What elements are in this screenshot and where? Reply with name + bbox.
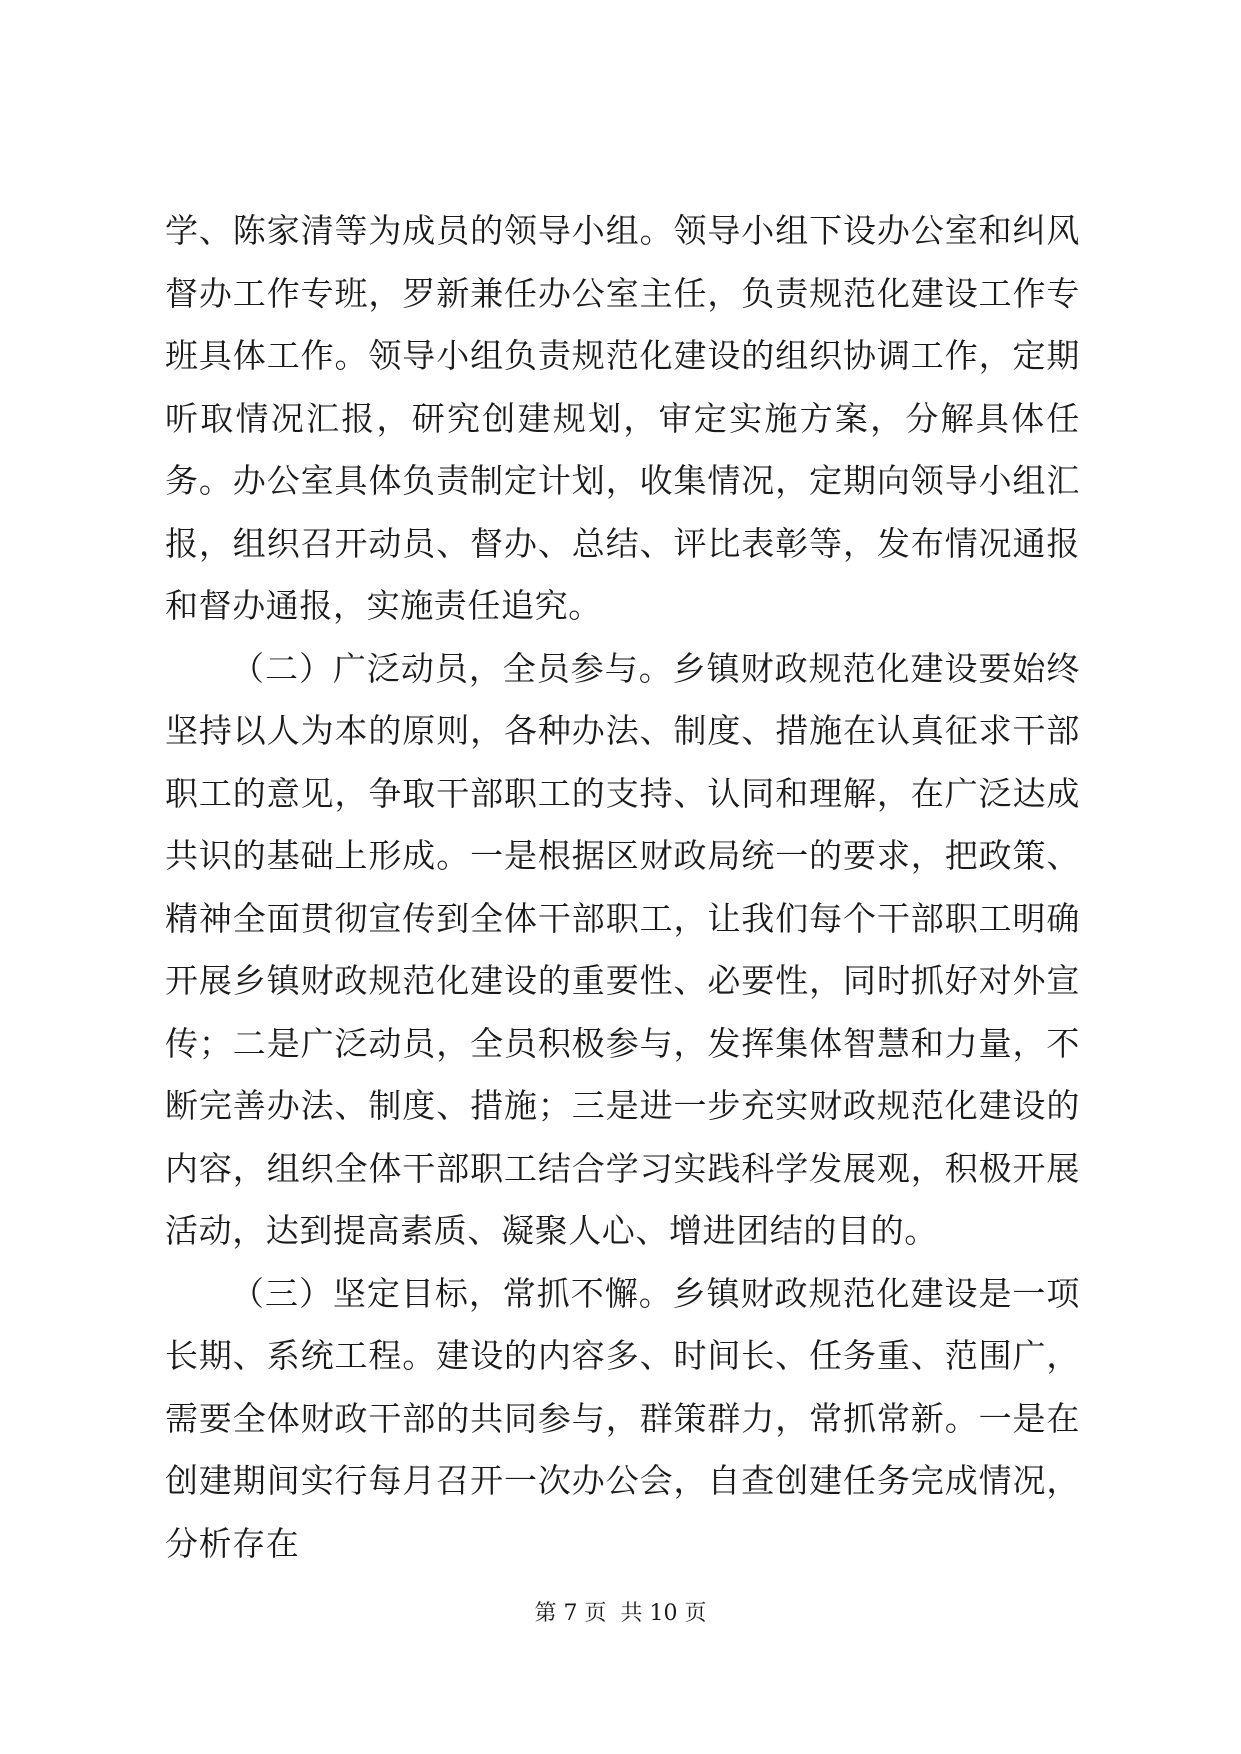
paragraph-section-three: （三）坚定目标，常抓不懈。乡镇财政规范化建设是一项长期、系统工程。建设的内容多、时间长、任务重、范围广，需要全体财政干部的共同参与，群策群力，常抓常新。一是在创建期间实行每月召开一次办公会，自查创建任务完成情况，分析存在: [165, 1273, 1080, 1563]
page-footer: [0, 1596, 1241, 1627]
paragraph-leading-members: 学、陈家清等为成员的领导小组。领导小组下设办公室和纠风督办工作专班，罗新兼任办公室主任，负责规范化建设工作专班具体工作。领导小组负责规范化建设的组织协调工作，定期听取情况汇报，研究创建规划，审定实施方案，分解具体任务。办公室具体负责制定计划，收集情况，定期向领导小组汇报，组织召开动员、督办、总结、评比表彰等，发布情况通报和督办通报，实施责任追究。: [165, 211, 1080, 625]
paragraph-section-two: （二）广泛动员，全员参与。乡镇财政规范化建设要始终坚持以人为本的原则，各种办法、制度、措施在认真征求干部职工的意见，争取干部职工的支持、认同和理解，在广泛达成共识的基础上形成。一是根据区财政局统一的要求，把政策、精神全面贯彻宣传到全体干部职工，让我们每个干部职工明确开展乡镇财政规范化建设的重要性、必要性，同时抓好对外宣传；二是广泛动员，全员积极参与，发挥集体智慧和力量，不断完善办法、制度、措施；三是进一步充实财政规范化建设的内容，组织全体干部职工结合学习实践科学发展观，积极开展活动，达到提高素质、凝聚人心、增进团结的目的。: [165, 648, 1080, 1250]
body-text: [165, 200, 1080, 1575]
page-number-label: 第 7 页 共 10 页: [534, 1601, 707, 1626]
